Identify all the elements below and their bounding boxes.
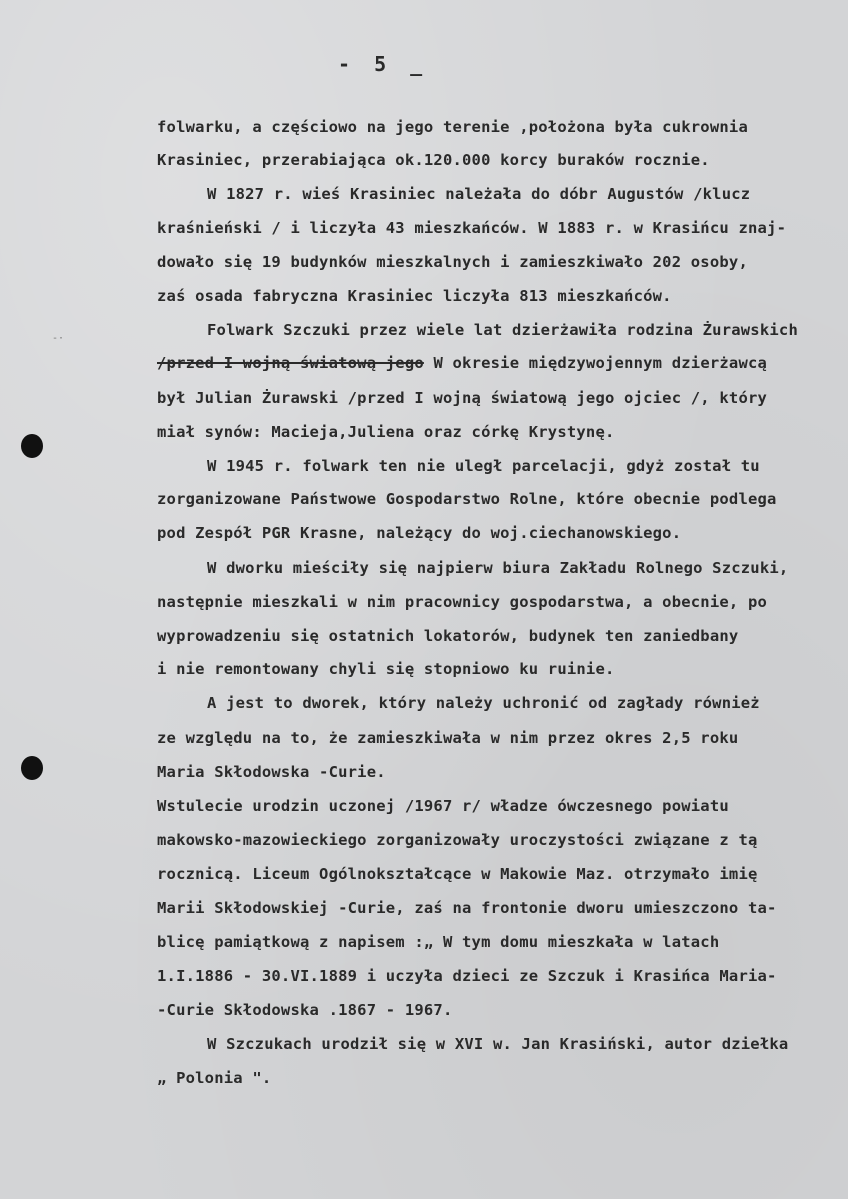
text-line: W Szczukach urodził się w XVI w. Jan Krasiński, autor dziełka	[207, 1035, 789, 1053]
text-line: W 1945 r. folwark ten nie uległ parcelacji, gdyż został tu	[207, 457, 760, 475]
text-line: blicę pamiątkową z napisem :„ W tym domu mieszkała w latach	[157, 933, 720, 951]
punch-hole	[21, 434, 43, 458]
text-line: Folwark Szczuki przez wiele lat dzierżawiła rodzina Żurawskich	[207, 321, 798, 339]
text-line: -Curie Skłodowska .1867 - 1967.	[157, 1001, 453, 1019]
text-line: ze względu na to, że zamieszkiwała w nim przez okres 2,5 roku	[157, 729, 739, 747]
text-line: Marii Skłodowskiej -Curie, zaś na frontonie dworu umieszczono ta-	[157, 899, 777, 917]
text-line: Krasiniec, przerabiająca ok.120.000 korcy buraków rocznie.	[157, 151, 710, 169]
text-line: zaś osada fabryczna Krasiniec liczyła 813 mieszkańców.	[157, 287, 672, 305]
text-line: i nie remontowany chyli się stopniowo ku ruinie.	[157, 660, 615, 678]
text-line: Maria Skłodowska -Curie.	[157, 763, 386, 781]
punch-hole	[21, 756, 43, 780]
page-number: - 5 _	[338, 52, 429, 76]
text-line: kraśnieński / i liczyła 43 mieszkańców. W 1883 r. w Krasińcu znaj-	[157, 219, 787, 237]
text-line-with-strikeout	[157, 353, 767, 373]
text-line: „ Polonia ".	[157, 1069, 272, 1087]
text-line: rocznicą. Liceum Ogólnokształcące w Makowie Maz. otrzymało imię	[157, 865, 758, 883]
text-line: W 1827 r. wieś Krasiniec należała do dóbr Augustów /klucz	[207, 185, 751, 203]
text-line: W dworku mieściły się najpierw biura Zakładu Rolnego Szczuki,	[207, 559, 789, 577]
text-line: Wstulecie urodzin uczonej /1967 r/ władze ówczesnego powiatu	[157, 797, 729, 815]
text-line: był Julian Żurawski /przed I wojną światową jego ojciec /, który	[157, 389, 768, 407]
text-line: dowało się 19 budynków mieszkalnych i zamieszkiwało 202 osoby,	[157, 253, 748, 271]
text-line: zorganizowane Państwowe Gospodarstwo Rolne, które obecnie podlega	[157, 490, 777, 508]
text-line: miał synów: Macieja,Juliena oraz córkę Krystynę.	[157, 423, 615, 441]
text-line: A jest to dworek, który należy uchronić od zagłady również	[207, 694, 760, 712]
text-line: folwarku, a częściowo na jego terenie ,położona była cukrownia	[157, 118, 748, 136]
text-line: makowsko-mazowieckiego zorganizowały uroczystości związane z tą	[157, 831, 758, 849]
struck-text: /przed I wojną światową jego	[157, 354, 424, 372]
text-line: pod Zespół PGR Krasne, należący do woj.ciechanowskiego.	[157, 524, 682, 542]
text-line: następnie mieszkali w nim pracownicy gospodarstwa, a obecnie, po	[157, 593, 768, 611]
text-line: 1.I.1886 - 30.VI.1889 i uczyła dzieci ze Szczuk i Krasińca Maria-	[157, 967, 777, 985]
margin-mark: -·	[52, 333, 65, 344]
text-fragment: W okresie międzywojennym dzierżawcą	[433, 354, 768, 372]
text-line: wyprowadzeniu się ostatnich lokatorów, budynek ten zaniedbany	[157, 627, 739, 645]
